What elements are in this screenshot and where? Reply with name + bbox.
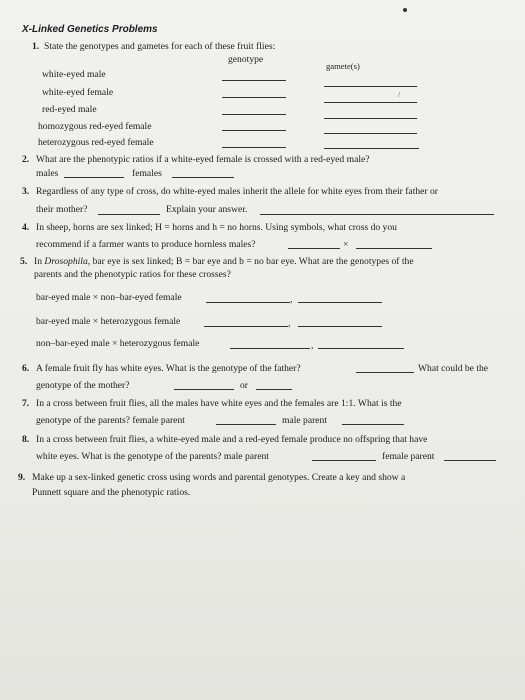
- q2-males-label: males: [36, 168, 59, 179]
- q8-female-blank[interactable]: [444, 460, 496, 461]
- q4-blank-1[interactable]: [288, 248, 340, 249]
- q1-genotype-blank-2[interactable]: [222, 97, 286, 98]
- q8-number: 8.: [22, 434, 30, 445]
- q6-mother-blank-1[interactable]: [174, 389, 234, 390]
- q6-number: 6.: [22, 363, 30, 374]
- q8-line1: In a cross between fruit flies, a white-eyed male and a red-eyed female produce no offspring that have: [36, 434, 428, 445]
- q9-line1: Make up a sex-linked genetic cross using words and parental genotypes. Create a key and show a: [32, 472, 406, 483]
- q1-number: 1.: [32, 41, 40, 52]
- q6-line1: A female fruit fly has white eyes. What is the genotype of the father?: [36, 363, 301, 374]
- q8-male-blank[interactable]: [312, 460, 376, 461]
- q1-genotype-blank-3[interactable]: [222, 114, 286, 115]
- q6-father-blank[interactable]: [356, 372, 414, 373]
- q5-cross-1-blank-1[interactable]: [206, 302, 290, 303]
- q5-cross-3-blank-2[interactable]: [318, 348, 404, 349]
- q5-cross-2: bar-eyed male × heterozygous female: [36, 316, 181, 327]
- q6-or: or: [240, 380, 248, 391]
- q6-line1-b: What could be the: [418, 363, 489, 374]
- q2-females-label: females: [132, 168, 162, 179]
- q8-female-parent-label: female parent: [382, 451, 435, 462]
- q1-row-2: white-eyed female: [42, 87, 114, 98]
- mark-dot: [403, 8, 407, 12]
- q5-line1-species: Drosophila,: [44, 256, 91, 267]
- q9-number: 9.: [18, 472, 26, 483]
- q7-female-blank[interactable]: [216, 424, 276, 425]
- q4-cross-sign: ×: [343, 239, 349, 250]
- q4-number: 4.: [22, 222, 30, 233]
- q5-cross-1-blank-2[interactable]: [298, 302, 382, 303]
- q4-blank-2[interactable]: [356, 248, 432, 249]
- q4-line2: recommend if a farmer wants to produce hornless males?: [36, 239, 256, 250]
- q5-cross-2-blank-1[interactable]: [204, 326, 288, 327]
- q3-line1: Regardless of any type of cross, do white-eyed males inherit the allele for white eyes from their father or: [36, 186, 438, 197]
- q1-row-5: heterozygous red-eyed female: [38, 137, 154, 148]
- q5-cross-3-blank-1[interactable]: [230, 348, 310, 349]
- q1-gamete-blank-2[interactable]: [324, 102, 417, 103]
- q5-number: 5.: [20, 256, 28, 267]
- q3-explain-label: Explain your answer.: [166, 204, 248, 215]
- q1-text: State the genotypes and gametes for each of these fruit flies:: [44, 41, 276, 52]
- q2-text: What are the phenotypic ratios if a white-eyed female is crossed with a red-eyed male?: [36, 154, 370, 165]
- q5-line1-c: bar eye is sex linked; B = bar eye and b = no bar eye. What are the genotypes of the: [92, 256, 414, 267]
- q9-line2: Punnett square and the phenotypic ratios.: [32, 487, 191, 498]
- q6-mother-blank-2[interactable]: [256, 389, 292, 390]
- q1-genotype-blank-5[interactable]: [222, 147, 286, 148]
- q3-answer-blank[interactable]: [98, 214, 160, 215]
- q1-pencil-mark: /: [398, 90, 401, 99]
- q1-row-1: white-eyed male: [42, 69, 106, 80]
- q8-line2: white eyes. What is the genotype of the parents? male parent: [36, 451, 269, 462]
- q3-explain-blank[interactable]: [260, 214, 494, 215]
- q5-cross-1-comma: ,: [290, 294, 293, 305]
- q5-cross-1: bar-eyed male × non–bar-eyed female: [36, 292, 182, 303]
- q1-row-4: homozygous red-eyed female: [38, 121, 152, 132]
- q3-number: 3.: [22, 186, 30, 197]
- q7-line2: genotype of the parents? female parent: [36, 415, 185, 426]
- q2-females-blank[interactable]: [172, 177, 234, 178]
- q2-males-blank[interactable]: [64, 177, 124, 178]
- q1-col-genotype: genotype: [228, 54, 264, 65]
- q4-line1: In sheep, horns are sex linked; H = horns and h = no horns. Using symbols, what cross do you: [36, 222, 397, 233]
- q5-cross-3-comma: ,: [311, 340, 314, 351]
- q1-gamete-blank-5[interactable]: [324, 148, 419, 149]
- q1-genotype-blank-4[interactable]: [222, 130, 286, 131]
- q7-number: 7.: [22, 398, 30, 409]
- q1-genotype-blank-1[interactable]: [222, 80, 286, 81]
- q1-row-3: red-eyed male: [42, 104, 97, 115]
- page-title: X-Linked Genetics Problems: [22, 24, 158, 35]
- q1-gamete-blank-1[interactable]: [324, 86, 417, 87]
- q5-cross-3: non–bar-eyed male × heterozygous female: [36, 338, 200, 349]
- q7-male-blank[interactable]: [342, 424, 404, 425]
- q5-line2: parents and the phenotypic ratios for these crosses?: [34, 269, 231, 280]
- q7-male-parent-label: male parent: [282, 415, 328, 426]
- q5-cross-2-comma: ,: [288, 318, 291, 329]
- q2-number: 2.: [22, 154, 30, 165]
- q3-line2: their mother?: [36, 204, 88, 215]
- q5-cross-2-blank-2[interactable]: [298, 326, 382, 327]
- q7-line1: In a cross between fruit flies, all the males have white eyes and the females are 1:1. What is the: [36, 398, 402, 409]
- q1-col-gametes: gamete(s): [326, 61, 360, 71]
- q1-gamete-blank-3[interactable]: [324, 118, 417, 119]
- q5-line1: [34, 256, 414, 267]
- q6-line2: genotype of the mother?: [36, 380, 130, 391]
- q5-line1-a: In: [34, 256, 42, 267]
- q1-gamete-blank-4[interactable]: [324, 133, 417, 134]
